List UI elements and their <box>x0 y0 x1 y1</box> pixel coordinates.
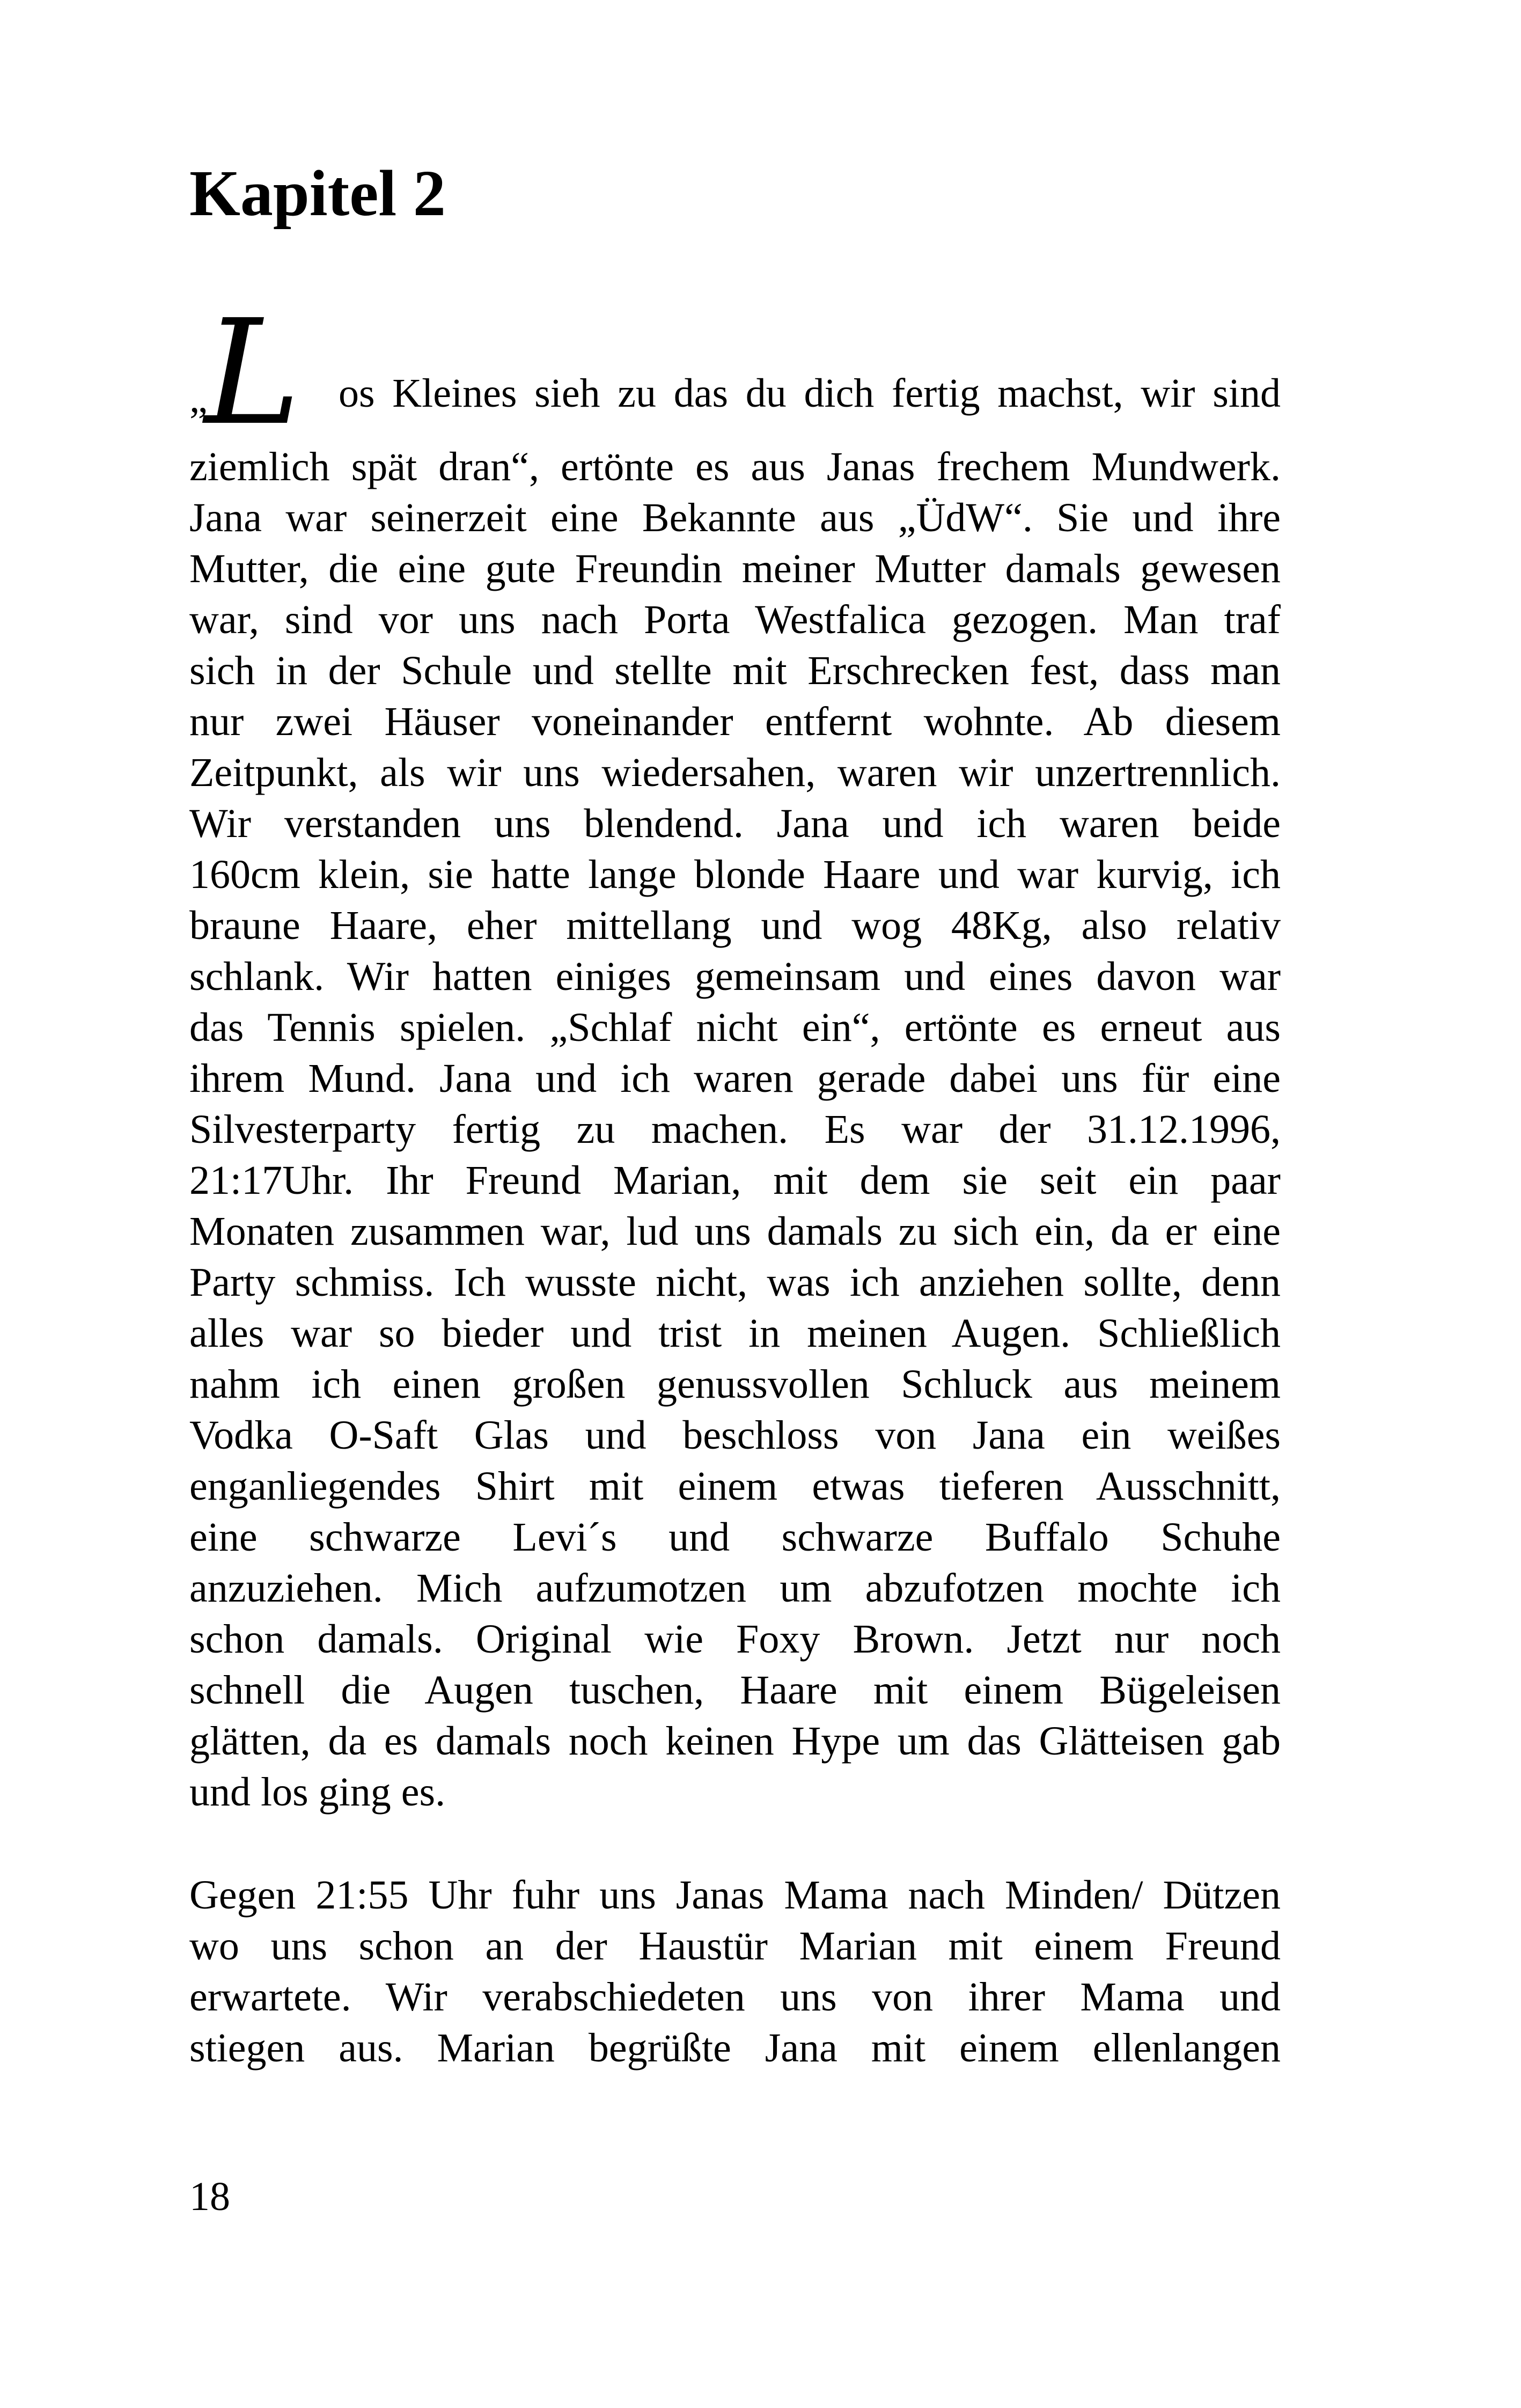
paragraph-line: 21:17Uhr. Ihr Freund Marian, mit dem sie seit ein paar <box>189 1158 1281 1203</box>
paragraph-line: enganliegendes Shirt mit einem etwas tieferen Ausschnitt, <box>189 1464 1281 1509</box>
paragraph-line: ziemlich spät dran“, ertönte es aus Janas frechem Mundwerk. <box>189 444 1281 489</box>
paragraph-line: Gegen 21:55 Uhr fuhr uns Janas Mama nach Minden/ Dützen <box>189 1873 1281 1918</box>
paragraph-line: schnell die Augen tuschen, Haare mit einem Bügeleisen <box>189 1668 1281 1713</box>
paragraph-line: Zeitpunkt, als wir uns wiedersahen, waren wir unzertrennlich. <box>189 750 1281 795</box>
paragraph-line: Vodka O-Saft Glas und beschloss von Jana ein weißes <box>189 1413 1281 1458</box>
paragraph-line: braune Haare, eher mittellang und wog 48Kg, also relativ <box>189 903 1281 948</box>
paragraph-line: wo uns schon an der Haustür Marian mit einem Freund <box>189 1924 1281 1969</box>
paragraph-line: anzuziehen. Mich aufzumotzen um abzufotzen mochte ich <box>189 1566 1281 1611</box>
paragraph-line: schlank. Wir hatten einiges gemeinsam und eines davon war <box>189 954 1281 999</box>
paragraph-line: und los ging es. <box>189 1770 446 1815</box>
paragraph-line: stiegen aus. Marian begrüßte Jana mit einem ellenlangen <box>189 2025 1281 2071</box>
paragraph-line: eine schwarze Levi´s und schwarze Buffalo Schuhe <box>189 1515 1281 1560</box>
chapter-title: Kapitel 2 <box>189 157 446 230</box>
page-number: 18 <box>189 2174 230 2219</box>
paragraph-line: Wir verstanden uns blendend. Jana und ich waren beide <box>189 801 1281 846</box>
paragraph-line: Monaten zusammen war, lud uns damals zu sich ein, da er eine <box>189 1209 1281 1254</box>
opening-quote: „ <box>189 376 208 421</box>
paragraph-line: Party schmiss. Ich wusste nicht, was ich anziehen sollte, denn <box>189 1260 1281 1305</box>
paragraph-line: ihrem Mund. Jana und ich waren gerade dabei uns für eine <box>189 1056 1281 1101</box>
paragraph-line: Mutter, die eine gute Freundin meiner Mutter damals gewesen <box>189 546 1281 591</box>
paragraph-line: Silvesterparty fertig zu machen. Es war der 31.12.1996, <box>189 1107 1281 1152</box>
paragraph-line: nur zwei Häuser voneinander entfernt wohnte. Ab diesem <box>189 699 1281 744</box>
paragraph-line: schon damals. Original wie Foxy Brown. Jetzt nur noch <box>189 1617 1281 1662</box>
paragraph-1 <box>189 442 1281 1818</box>
paragraph-2 <box>189 1870 1281 2074</box>
paragraph-line: das Tennis spielen. „Schlaf nicht ein“, ertönte es erneut aus <box>189 1005 1281 1050</box>
paragraph-line: 160cm klein, sie hatte lange blonde Haare und war kurvig, ich <box>189 852 1281 897</box>
paragraph-line: war, sind vor uns nach Porta Westfalica gezogen. Man traf <box>189 597 1281 642</box>
paragraph-line: alles war so bieder und trist in meinen Augen. Schließlich <box>189 1311 1281 1356</box>
paragraph-line: sich in der Schule und stellte mit Erschrecken fest, dass man <box>189 648 1281 693</box>
paragraph-line: glätten, da es damals noch keinen Hype um das Glätteisen gab <box>189 1719 1281 1764</box>
paragraph-line: erwartete. Wir verabschiedeten uns von ihrer Mama und <box>189 1974 1281 2020</box>
opening-line-text: os Kleines sieh zu das du dich fertig machst, wir sind <box>339 371 1281 416</box>
opening-line <box>189 288 1281 457</box>
paragraph-line: Jana war seinerzeit eine Bekannte aus „ÜdW“. Sie und ihre <box>189 495 1281 540</box>
drop-cap: L <box>204 288 301 457</box>
paragraph-line: nahm ich einen großen genussvollen Schluck aus meinem <box>189 1362 1281 1407</box>
